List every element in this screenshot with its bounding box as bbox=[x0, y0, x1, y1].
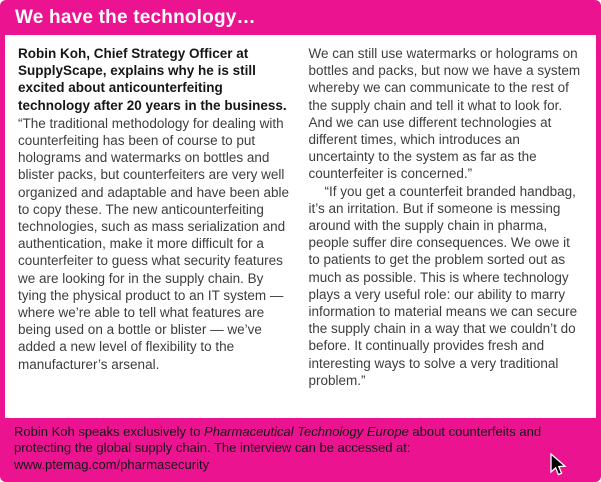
right-paragraph-2: “If you get a counterfeit branded handbag, it’s an irritation. But if someone is messing around with the supply chain in pharma, people suffer dire consequences. We owe it to patients to get the problem sorted out as much as possible. This is where technology plays a very useful role: our ability to marry information to material means we can secure the supply chain in a way that we couldn’t do before. It continually provides fresh and interesting ways to solve a very traditional problem.” bbox=[308, 183, 578, 388]
article-body bbox=[5, 35, 596, 418]
right-paragraph-1: We can still use watermarks or holograms on bottles and packs, but now we have a system whereby we can communicate to the rest of the supply chain and tell it what to look for. And we can use different technologies at different times, which introduces an uncertainty to the system as far as the counterfeiter is concerned.” bbox=[308, 46, 581, 182]
box-header bbox=[0, 0, 601, 35]
footer-text-after: about counterfeits and protecting the global supply chain. The interview can be accessed at: bbox=[14, 423, 542, 455]
right-column bbox=[309, 45, 584, 412]
left-column bbox=[18, 45, 293, 412]
left-paragraph: “The traditional methodology for dealing with counterfeiting has been of course to put holograms and watermarks on bottles and blister packs, but counterfeiters are very well organized and adaptable and have been able to copy these. The new anticounterfeiting technologies, such as mass serialization and authentication, make it more difficult for a counterfeiter to guess what security features we are looking for in the supply chain. By tying the physical product to an IT system — where we’re able to tell what features are being used on a bottle or blister — we’ve added a new level of flexibility to the manufacturer’s arsenal. bbox=[18, 115, 289, 372]
mouse-cursor-icon bbox=[549, 453, 567, 477]
footer-text-before: Robin Koh speaks exclusively to bbox=[14, 423, 205, 439]
footer-bar bbox=[0, 418, 601, 482]
footer-publication-name: Pharmaceutical Technology Europe bbox=[204, 423, 409, 439]
footer-url[interactable]: www.ptemag.com/pharmasecurity bbox=[14, 456, 210, 472]
intro-text: Robin Koh, Chief Strategy Officer at SupplyScape, explains why he is still excited about anticounterfeiting technology after 20 years in the business. bbox=[18, 46, 287, 113]
box-title: We have the technology… bbox=[15, 7, 256, 28]
